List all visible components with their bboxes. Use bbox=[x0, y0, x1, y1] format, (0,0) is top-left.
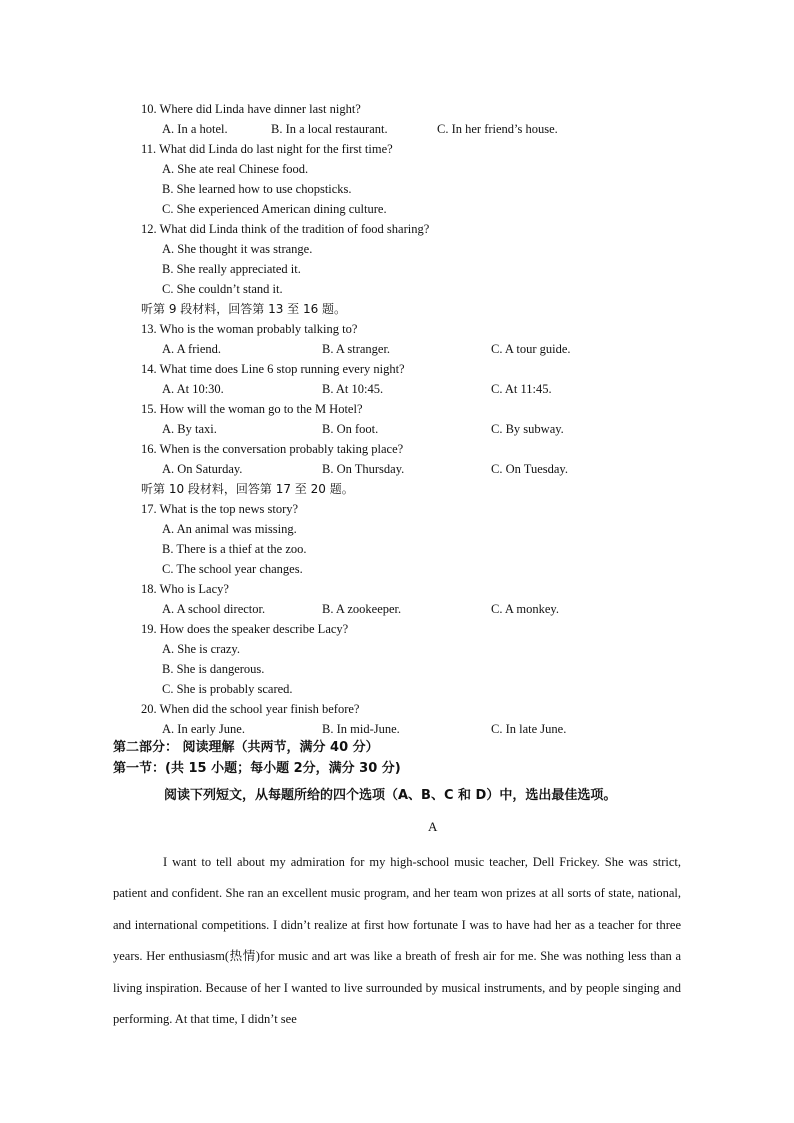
question-11-option-a: A. She ate real Chinese food. bbox=[162, 162, 309, 176]
question-20-stem: 20. When did the school year finish before? bbox=[141, 702, 360, 716]
question-14-option-b: B. At 10:45. bbox=[322, 382, 384, 396]
question-17-option-c: C. The school year changes. bbox=[162, 562, 303, 576]
question-10-option-a: A. In a hotel. bbox=[162, 122, 228, 136]
question-13-option-c: C. A tour guide. bbox=[491, 342, 571, 356]
question-14-option-c: C. At 11:45. bbox=[491, 382, 552, 396]
question-20-option-c: C. In late June. bbox=[491, 722, 567, 736]
question-14-stem: 14. What time does Line 6 stop running every night? bbox=[141, 362, 405, 376]
question-19-option-a: A. She is crazy. bbox=[162, 642, 240, 656]
question-17-option-b: B. There is a thief at the zoo. bbox=[162, 542, 307, 556]
question-14-option-a: A. At 10:30. bbox=[162, 382, 224, 396]
question-19-option-b: B. She is dangerous. bbox=[162, 662, 265, 676]
part-2-title: 第二部分： 阅读理解（共两节，满分 40 分） bbox=[113, 740, 379, 755]
question-11-option-c: C. She experienced American dining culture. bbox=[162, 202, 387, 216]
question-18-option-c: C. A monkey. bbox=[491, 602, 559, 616]
question-15-option-a: A. By taxi. bbox=[162, 422, 217, 436]
question-20-option-a: A. In early June. bbox=[162, 722, 245, 736]
question-17-option-a: A. An animal was missing. bbox=[162, 522, 297, 536]
question-16-option-a: A. On Saturday. bbox=[162, 462, 243, 476]
question-10-stem: 10. Where did Linda have dinner last night? bbox=[141, 102, 361, 116]
section-10-instruction: 听第 10 段材料，回答第 17 至 20 题。 bbox=[141, 482, 354, 496]
section-1-title: 第一节：(共 15 小题；每小题 2分，满分 30 分) bbox=[113, 761, 401, 776]
question-11-stem: 11. What did Linda do last night for the first time? bbox=[141, 142, 393, 156]
question-11-option-b: B. She learned how to use chopsticks. bbox=[162, 182, 352, 196]
question-15-stem: 15. How will the woman go to the M Hotel? bbox=[141, 402, 363, 416]
passage-label: A bbox=[428, 819, 438, 834]
question-12-option-a: A. She thought it was strange. bbox=[162, 242, 313, 256]
question-10-option-c: C. In her friend’s house. bbox=[437, 122, 558, 136]
question-16-stem: 16. When is the conversation probably taking place? bbox=[141, 442, 404, 456]
question-20-option-b: B. In mid-June. bbox=[322, 722, 400, 736]
passage-paragraph: I want to tell about my admiration for my high-school music teacher, Dell Frickey. She was strict, patient and confident. She ran an excellent music program, and her team won prizes at all sorts of state, national, and international competitions. I didn’t realize at first how fortunate I was to have had her as a teacher for three years. Her enthusiasm(热情)for music and art was like a breath of fresh air for me. She was nothing less than a living inspiration. Because of her I wanted to live surrounded by musical instruments, and by people singing and performing. At that time, I didn’t see bbox=[113, 855, 681, 1027]
question-19-option-c: C. She is probably scared. bbox=[162, 682, 293, 696]
question-13-stem: 13. Who is the woman probably talking to? bbox=[141, 322, 358, 336]
question-19-stem: 19. How does the speaker describe Lacy? bbox=[141, 622, 349, 636]
question-12-option-c: C. She couldn’t stand it. bbox=[162, 282, 283, 296]
question-18-option-a: A. A school director. bbox=[162, 602, 266, 616]
question-16-option-c: C. On Tuesday. bbox=[491, 462, 568, 476]
section-9-instruction: 听第 9 段材料，回答第 13 至 16 题。 bbox=[141, 302, 347, 316]
question-15-option-c: C. By subway. bbox=[491, 422, 564, 436]
question-17-stem: 17. What is the top news story? bbox=[141, 502, 299, 516]
question-16-option-b: B. On Thursday. bbox=[322, 462, 405, 476]
question-10-option-b: B. In a local restaurant. bbox=[271, 122, 388, 136]
question-12-stem: 12. What did Linda think of the tradition of food sharing? bbox=[141, 222, 430, 236]
question-13-option-a: A. A friend. bbox=[162, 342, 222, 356]
question-18-option-b: B. A zookeeper. bbox=[322, 602, 402, 616]
question-18-stem: 18. Who is Lacy? bbox=[141, 582, 229, 596]
question-12-option-b: B. She really appreciated it. bbox=[162, 262, 301, 276]
reading-passage bbox=[113, 847, 681, 1035]
question-13-option-b: B. A stranger. bbox=[322, 342, 391, 356]
question-15-option-b: B. On foot. bbox=[322, 422, 379, 436]
reading-instruction: 阅读下列短文，从每题所给的四个选项（A、B、C 和 D）中，选出最佳选项。 bbox=[164, 788, 617, 803]
